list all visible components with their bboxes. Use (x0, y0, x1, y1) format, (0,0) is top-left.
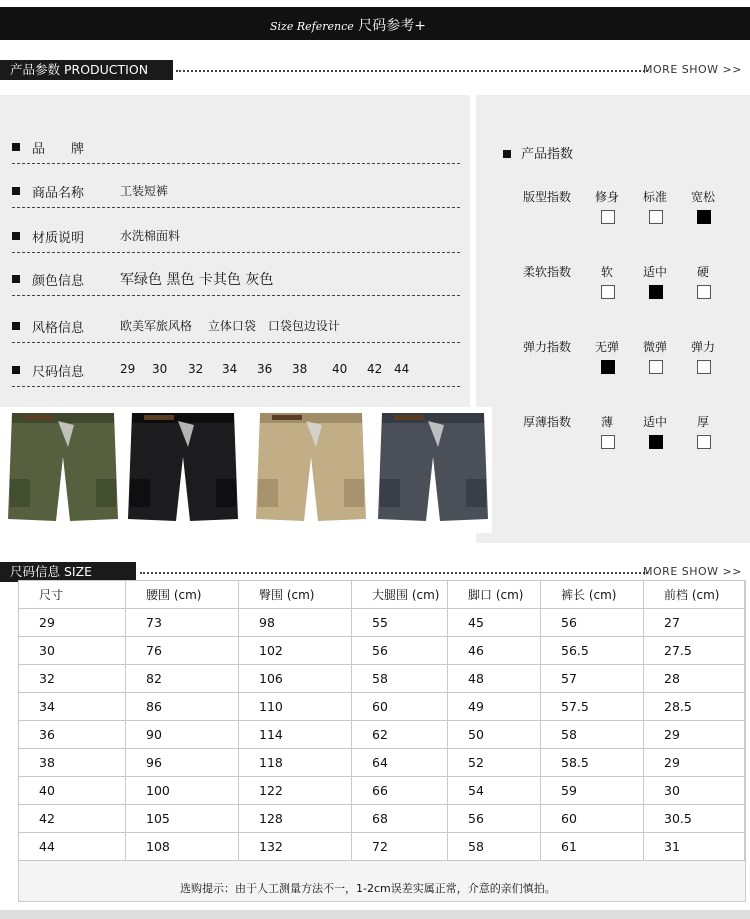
table-cell: 59 (541, 777, 644, 805)
table-cell: 28 (644, 665, 745, 693)
table-cell: 64 (352, 749, 448, 777)
param-label: 风格信息 (32, 321, 85, 336)
production-section-header (0, 60, 750, 82)
param-value: 工装短裤 (120, 184, 169, 198)
product-index-panel (476, 95, 750, 543)
index-option-label: 适中 (642, 265, 667, 279)
param-label: 尺码信息 (32, 365, 85, 380)
index-option-label: 厚 (696, 415, 709, 429)
table-cell: 100 (126, 777, 239, 805)
table-cell: 30 (19, 637, 126, 665)
table-row (19, 609, 745, 637)
table-row (19, 665, 745, 693)
index-checkbox (697, 285, 711, 299)
bullet-square (12, 187, 20, 195)
bullet-square (12, 366, 20, 374)
production-label: 产品参数 PRODUCTION (0, 60, 173, 80)
table-cell: 110 (239, 693, 352, 721)
size-value: 36 (257, 362, 273, 376)
index-label: 版型指数 (523, 190, 572, 204)
table-cell: 122 (239, 777, 352, 805)
table-cell: 76 (126, 637, 239, 665)
param-value: 欧美军旅风格 立体口袋 口袋包边设计 (120, 319, 340, 333)
dotted-divider (140, 572, 648, 574)
index-checkbox (649, 285, 663, 299)
index-option-label: 微弹 (642, 340, 667, 354)
index-option-label: 标准 (642, 190, 667, 204)
size-value: 42 (367, 362, 383, 376)
table-cell: 34 (19, 693, 126, 721)
shorts-photo-khaki (252, 407, 370, 533)
index-label: 弹力指数 (523, 340, 572, 354)
param-label: 品 牌 (32, 142, 85, 157)
table-cell: 58 (541, 721, 644, 749)
table-cell: 114 (239, 721, 352, 749)
table-cell: 58 (352, 665, 448, 693)
table-cell: 27.5 (644, 637, 745, 665)
size-value: 34 (222, 362, 238, 376)
table-cell: 56.5 (541, 637, 644, 665)
index-option-label: 薄 (600, 415, 613, 429)
table-cell: 50 (448, 721, 541, 749)
table-cell: 58 (448, 833, 541, 861)
param-label: 商品名称 (32, 186, 85, 201)
index-option-label: 适中 (642, 415, 667, 429)
index-checkbox (649, 360, 663, 374)
index-checkbox (697, 210, 711, 224)
index-option-label: 软 (600, 265, 613, 279)
table-row (19, 833, 745, 861)
bullet-square (12, 322, 20, 330)
table-cell: 128 (239, 805, 352, 833)
index-option-label: 弹力 (690, 340, 715, 354)
index-checkbox (649, 210, 663, 224)
table-cell: 56 (541, 609, 644, 637)
param-row (12, 356, 460, 387)
dotted-divider (176, 70, 648, 72)
param-row (12, 312, 460, 343)
table-cell: 44 (19, 833, 126, 861)
table-cell: 55 (352, 609, 448, 637)
index-checkbox (601, 360, 615, 374)
size-value: 29 (120, 362, 136, 376)
table-row (19, 777, 745, 805)
table-cell: 46 (448, 637, 541, 665)
banner-title: Size Reference 尺码参考+ (270, 18, 426, 34)
param-row (12, 177, 460, 208)
table-cell: 108 (126, 833, 239, 861)
table-header-row (19, 581, 745, 609)
index-checkbox (697, 435, 711, 449)
table-cell: 105 (126, 805, 239, 833)
index-checkbox (601, 435, 615, 449)
table-cell: 48 (448, 665, 541, 693)
index-checkbox (601, 285, 615, 299)
table-cell: 60 (541, 805, 644, 833)
table-cell: 49 (448, 693, 541, 721)
table-cell: 96 (126, 749, 239, 777)
table-cell: 29 (644, 721, 745, 749)
index-option-label: 修身 (594, 190, 619, 204)
table-cell: 30.5 (644, 805, 745, 833)
param-value: 水洗棉面料 (120, 229, 181, 243)
table-row (19, 637, 745, 665)
table-cell: 30 (644, 777, 745, 805)
more-show-link[interactable]: MORE SHOW >> (643, 63, 742, 76)
bullet-square (503, 150, 511, 158)
table-cell: 106 (239, 665, 352, 693)
table-cell: 62 (352, 721, 448, 749)
table-cell: 66 (352, 777, 448, 805)
table-cell: 90 (126, 721, 239, 749)
size-value: 38 (292, 362, 308, 376)
shorts-photo-grey (374, 407, 492, 533)
index-checkbox (697, 360, 711, 374)
top-banner (0, 7, 750, 40)
size-value: 40 (332, 362, 348, 376)
index-title: 产品指数 (503, 143, 573, 162)
table-row (19, 693, 745, 721)
table-cell: 58.5 (541, 749, 644, 777)
table-cell: 28.5 (644, 693, 745, 721)
param-row (12, 133, 460, 164)
table-cell: 98 (239, 609, 352, 637)
table-cell: 36 (19, 721, 126, 749)
table-cell: 27 (644, 609, 745, 637)
table-header-cell: 腰围 (cm) (126, 581, 239, 609)
shorts-photo-black (124, 407, 242, 533)
index-label: 柔软指数 (523, 265, 572, 279)
table-row (19, 749, 745, 777)
table-header-cell: 裤长 (cm) (541, 581, 644, 609)
table-row (19, 721, 745, 749)
table-header-cell: 尺寸 (19, 581, 126, 609)
more-show-link[interactable]: MORE SHOW >> (643, 565, 742, 578)
size-label: 尺码信息 SIZE (0, 562, 136, 582)
table-header-cell: 大腿围 (cm) (352, 581, 448, 609)
index-option-label: 无弹 (594, 340, 619, 354)
param-row (12, 265, 460, 296)
table-header-cell: 臀围 (cm) (239, 581, 352, 609)
table-cell: 32 (19, 665, 126, 693)
param-label: 材质说明 (32, 231, 85, 246)
shorts-photo-army-green (4, 407, 122, 533)
table-cell: 54 (448, 777, 541, 805)
index-checkbox (649, 435, 663, 449)
size-value: 32 (188, 362, 204, 376)
param-label: 颜色信息 (32, 274, 85, 289)
table-cell: 68 (352, 805, 448, 833)
size-value: 30 (152, 362, 168, 376)
table-cell: 56 (448, 805, 541, 833)
table-cell: 73 (126, 609, 239, 637)
bottom-bar (0, 910, 750, 919)
table-cell: 56 (352, 637, 448, 665)
table-cell: 52 (448, 749, 541, 777)
table-cell: 29 (19, 609, 126, 637)
index-option-label: 硬 (696, 265, 709, 279)
index-checkbox (601, 210, 615, 224)
table-cell: 60 (352, 693, 448, 721)
table-cell: 29 (644, 749, 745, 777)
product-photos (0, 407, 492, 533)
size-value: 44 (394, 362, 410, 376)
table-cell: 40 (19, 777, 126, 805)
bullet-square (12, 143, 20, 151)
table-cell: 118 (239, 749, 352, 777)
table-cell: 38 (19, 749, 126, 777)
purchase-tip: 选购提示：由于人工测量方法不一，1-2cm误差实属正常，介意的亲们慎拍。 (180, 882, 556, 895)
table-cell: 57.5 (541, 693, 644, 721)
table-row (19, 805, 745, 833)
param-value: 军绿色 黑色 卡其色 灰色 (120, 272, 274, 288)
table-cell: 42 (19, 805, 126, 833)
table-cell: 102 (239, 637, 352, 665)
table-cell: 132 (239, 833, 352, 861)
table-cell: 72 (352, 833, 448, 861)
size-table (18, 580, 745, 861)
table-cell: 57 (541, 665, 644, 693)
table-header-cell: 前档 (cm) (644, 581, 745, 609)
param-row (12, 222, 460, 253)
index-option-label: 宽松 (690, 190, 715, 204)
index-label: 厚薄指数 (523, 415, 572, 429)
table-cell: 86 (126, 693, 239, 721)
table-cell: 45 (448, 609, 541, 637)
bullet-square (12, 232, 20, 240)
table-cell: 31 (644, 833, 745, 861)
table-cell: 61 (541, 833, 644, 861)
table-cell: 82 (126, 665, 239, 693)
bullet-square (12, 275, 20, 283)
table-header-cell: 脚口 (cm) (448, 581, 541, 609)
